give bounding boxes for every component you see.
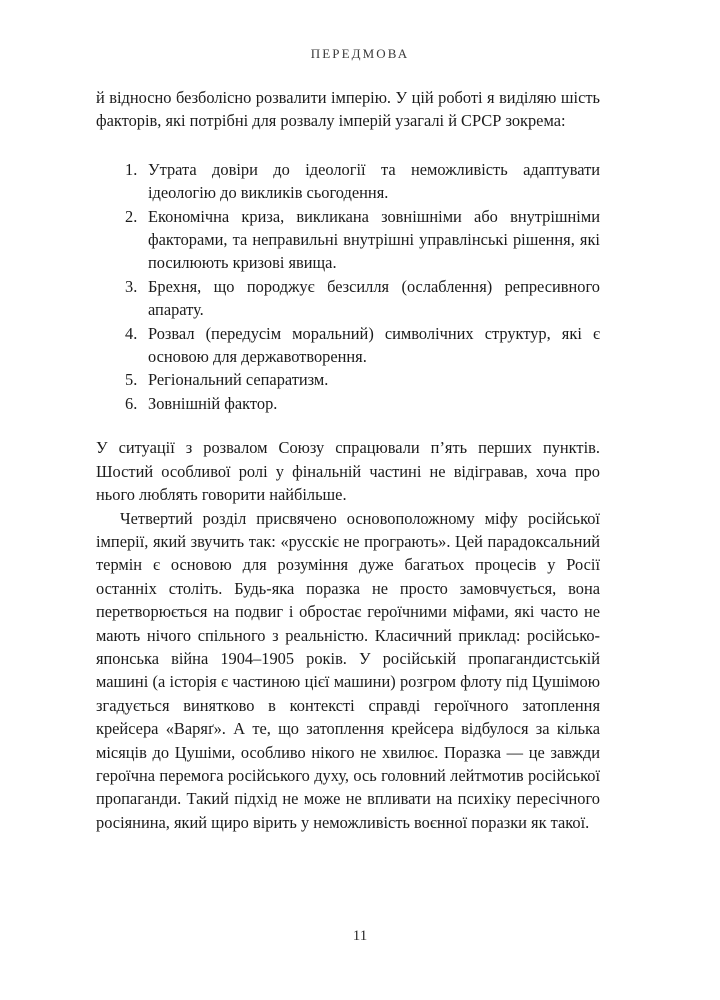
list-item [96, 322, 600, 369]
paragraph-intro: й відносно безболісно розвалити імперію. У цій роботі я виділяю шість факторів, які потрібні для розвалу імперій узагалі й СРСР зокрема: [96, 88, 600, 131]
list-item-number: 3. [125, 276, 138, 296]
list-item-text: Економічна криза, викликана зовнішніми або внутрішніми факторами, та неправильні внутрішні управлінські рішення, які посилюють кризові явища. [148, 206, 600, 273]
running-head: ПЕРЕДМОВА [310, 46, 410, 61]
list-item-text: Утрата довіри до ідеології та неможливість адаптувати ідеологію до викликів сьогодення. [148, 159, 600, 203]
list-item-text: Регіональний сепаратизм. [148, 370, 329, 390]
list-item [96, 392, 600, 415]
page-content [96, 86, 600, 834]
list-item-number: 4. [125, 323, 138, 343]
spacer-before-list [96, 133, 600, 158]
list-item [96, 275, 600, 322]
paragraph-after-list: У ситуації з розвалом Союзу спрацювали п’ять перших пунктів. Шостий особливої ролі у фінальній частині не відігравав, хоча про нього люблять говорити найбільше. [96, 438, 600, 505]
list-item [96, 205, 600, 275]
paragraph-final: Четвертий розділ присвячено основоположному міфу російської імперії, який звучить так: «русскіє не програють». Цей парадоксальний термін є основою для розуміння дуже багатьох процесів у Росії останніх століть. Будь-яка поразка не просто замовчується, вона перетворюється на подвиг і обростає героїчними міфами, які часто не мають нічого спільного з реальністю. Класичний приклад: російсько-японська війна 1904–1905 років. У російській пропагандистській машині (а історія є частиною цієї машини) розгром флоту під Цушімою згадується винятково в контексті справді героїчного затоплення крейсера «Варяґ». А те, що затоплення крейсера відбулося за кілька місяців до Цушіми, особливо нікого не хвилює. Поразка — це завжди героїчна перемога російського духу, ось головний лейтмотив російської пропаганди. Такий підхід не може не впливати на психіку пересічного росіянина, який щиро вірить у неможливість воєнної поразки як такої. [96, 508, 600, 832]
page-number: 11 [352, 928, 368, 944]
list-item-number: 5. [125, 370, 138, 390]
list-item-text: Розвал (передусім моральний) символічних структур, які є основою для державотворення. [148, 323, 600, 367]
list-item [96, 368, 600, 391]
spacer-after-list [96, 415, 600, 436]
list-item-number: 6. [125, 393, 138, 413]
list-item [96, 158, 600, 205]
factors-list [96, 158, 600, 415]
list-item-text: Зовнішній фактор. [148, 393, 278, 413]
list-item-number: 2. [125, 206, 138, 226]
list-item-number: 1. [125, 159, 138, 179]
list-item-text: Брехня, що породжує безсилля (ослаблення) репресивного апарату. [148, 276, 600, 320]
